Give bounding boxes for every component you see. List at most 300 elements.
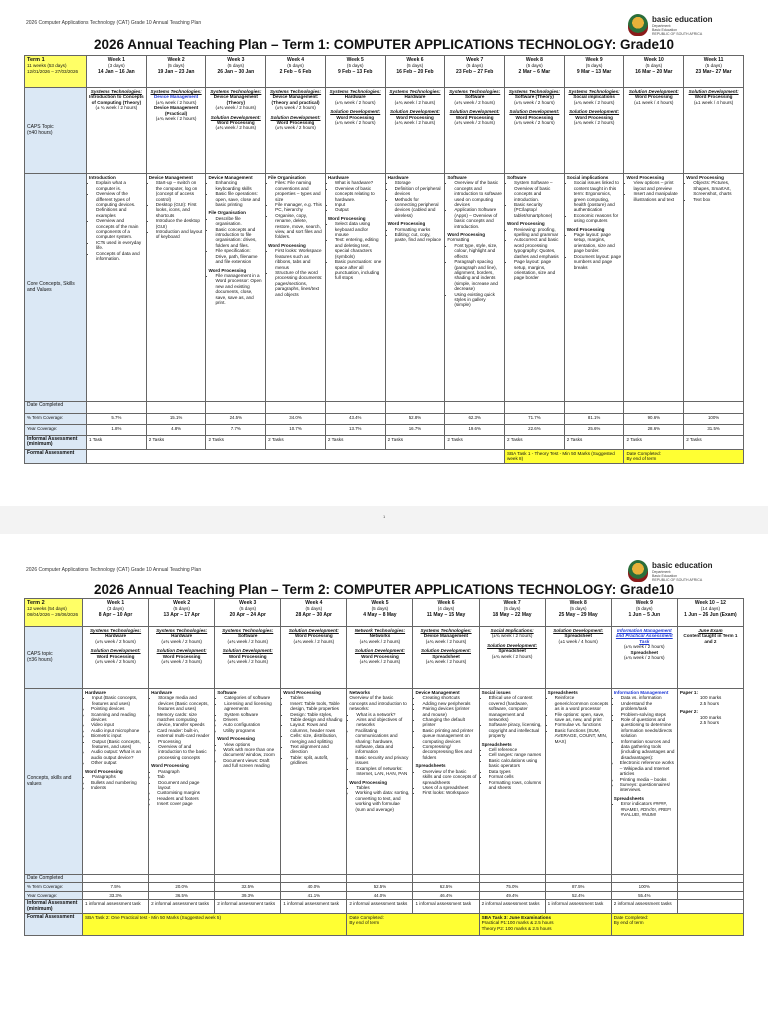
exam-p1: Practical P1:100 marks & 2.5 hours	[481, 920, 554, 926]
core-concepts-week-2	[146, 174, 206, 402]
list-item: ◦ Bullets and numbering	[91, 780, 146, 785]
week-dates: 18 May – 22 May	[492, 611, 532, 618]
bullet-list	[415, 769, 476, 796]
caps-hours-text: (±¾ week / 2 hours)	[275, 125, 316, 131]
core-heading: Spreadsheets	[613, 795, 644, 801]
coverage-week-3: 32.5%	[215, 883, 281, 891]
bullet-list	[507, 227, 562, 281]
bullet-list	[208, 273, 263, 305]
core-heading: Word Processing	[283, 690, 321, 695]
logo-line1: Department:	[652, 24, 672, 28]
coverage-week-1: 5.7%	[87, 414, 147, 425]
caps-topic: Software (Theory)	[514, 94, 554, 100]
list-item: ◦ Facilitating communications and sharing: hardware, software, data and information	[355, 728, 410, 755]
informal-label: Informal Assessment (minimum)	[25, 436, 87, 450]
informal-week-7: 2 Tasks	[445, 436, 505, 450]
bullet-list	[614, 695, 675, 760]
list-item: ◦ Pointing devices	[91, 706, 146, 711]
informal-week-10: 2 Tasks	[624, 436, 684, 450]
caps-topic: Word Processing	[276, 120, 315, 126]
bullet-list	[328, 221, 383, 280]
core-heading: Hardware	[327, 175, 349, 180]
core-line: 100 marks	[699, 714, 722, 720]
list-item: • Text box	[693, 197, 741, 202]
caps-strand: Systems Technologies:	[90, 89, 142, 94]
caps-hours-text: (±¾ week / 2 hours)	[155, 116, 197, 122]
sba-task1: SBA Task 1 - Theory Test - Min 50 Marks (Suggested week 8)	[505, 450, 624, 464]
caps-hours-text: (±¾ week / 2 hours)	[359, 638, 401, 644]
informal-week-2: 2 informal assessment tasks	[149, 900, 215, 914]
term2-year-row	[25, 891, 744, 899]
list-item: ◦ Scanning and reading devices	[91, 712, 146, 723]
list-item: • Autocorrect and basic word processing typography: Quotes, dashes and emphasis	[514, 237, 562, 259]
bullet-list	[89, 180, 144, 261]
year-label: Year Coverage:	[25, 891, 83, 899]
week-dates: 9 Mar – 13 Mar	[576, 68, 612, 75]
list-item: ◦ Printing media – books	[620, 777, 675, 782]
list-item: • First looks: Workspace	[422, 790, 476, 795]
list-item: • Start-up – switch on the computer, log on (concept of access control)	[156, 180, 204, 202]
core-heading: Paper 2:	[679, 709, 698, 715]
caps-strand: Solution Development:	[487, 642, 538, 648]
date-completed-cell	[325, 402, 385, 414]
term-dates: 08/04/2026 – 26/06/2026	[27, 611, 79, 617]
list-item: • Storage media and devices (Basic concepts, features and uses)	[158, 695, 212, 711]
core-concepts-week-7	[445, 174, 505, 402]
list-item: • Select data using keyboard and/or mouse	[335, 221, 383, 237]
list-item: • Adding new peripherals	[422, 701, 476, 706]
bullet-list	[415, 695, 476, 760]
list-item: • Structure of the word processing documents: pages/sections, paragraphs, lines/text and objects	[275, 270, 323, 297]
caps-hours-text: (±1 week / 4 hours)	[693, 99, 734, 105]
caps-hours-text: (±¾ week / 2 hours)	[95, 638, 136, 644]
year-label: Year Coverage:	[25, 425, 87, 436]
bullet-list	[567, 232, 622, 270]
week-dates: 1 Jun – 5 Jun	[628, 611, 661, 618]
caps-topic-week-9	[564, 88, 624, 174]
caps-topic: Word Processing	[216, 120, 255, 126]
list-item: • Introduction and layout of keyboard	[156, 229, 204, 240]
logo-line3: REPUBLIC OF SOUTH AFRICA	[652, 32, 703, 36]
coverage-week-2: 15.1%	[146, 414, 206, 425]
core-heading: Device Management	[148, 175, 193, 180]
list-item: • Overview of the basic skills and core concepts of spreadsheets	[422, 769, 476, 785]
week-dates: 8 Apr – 10 Apr	[98, 611, 133, 618]
term2-week-header-row	[25, 599, 744, 627]
date-completed-cell	[413, 875, 479, 883]
bullet-list	[686, 180, 741, 202]
sub-bullet-list	[85, 749, 146, 765]
list-item: ◦ Indents	[91, 785, 146, 790]
bullet-list	[328, 180, 383, 212]
core-heading: Word Processing	[327, 215, 366, 221]
core-heading: Spreadsheets	[415, 763, 446, 769]
formal-label: Formal Assessment	[25, 914, 83, 936]
bullet-list	[151, 780, 212, 791]
sub-bullet-list	[217, 717, 278, 733]
informal-week-9: 2 Tasks	[564, 436, 624, 450]
term1-plan-table	[24, 55, 744, 464]
core-concepts-week-8	[545, 689, 611, 875]
caps-strand: Systems Technologies:	[508, 89, 560, 94]
document-header-label: 2026 Computer Applications Technology (CAT) Grade 10 Annual Teaching Plan	[26, 567, 202, 573]
term1-informal-row	[25, 436, 744, 450]
core-heading: Information Management	[613, 690, 669, 695]
week-dates: 26 Jan – 30 Jan	[217, 68, 255, 75]
week-dates: 4 May – 8 May	[363, 611, 397, 618]
caps-hours-text: (±1 week / 4 hours)	[634, 99, 674, 105]
caps-strand: Systems Technologies:	[420, 628, 472, 633]
week-days: (5 days)	[287, 63, 304, 69]
list-item: • Processing	[158, 739, 212, 744]
week-days: (3 days)	[108, 63, 125, 69]
list-item: • Document and page layout	[158, 780, 212, 791]
list-item: • Output	[335, 207, 383, 212]
bullet-list	[208, 180, 263, 207]
list-item: • Paragraph	[158, 769, 212, 774]
caps-strand: Solution Development:	[90, 648, 141, 654]
bullet-list	[149, 180, 204, 239]
week-name: Week 11	[703, 57, 724, 63]
core-heading: Software	[507, 175, 527, 180]
year-week-11: 31.5%	[684, 425, 744, 436]
core-heading: Word Processing	[566, 226, 605, 232]
caps-hours-text: (±¾ week / 2 hours)	[334, 120, 376, 126]
list-item: • Page layout: page setup, margins, orientation, size and page border	[514, 259, 562, 281]
list-item: • Storage	[395, 180, 443, 185]
week-name: Week 8	[569, 600, 587, 606]
week-header-7	[445, 56, 505, 88]
week-days: (4 days)	[437, 606, 455, 612]
caps-hours-text: (±¾ week / 2 hours)	[624, 644, 665, 650]
caps-hours-text: (±¾ week / 2 hours)	[491, 633, 533, 639]
week-days: (14 days)	[700, 606, 720, 612]
core-concepts-week-8	[505, 174, 565, 402]
week-name: Week 4	[305, 600, 323, 606]
week-header-3	[206, 56, 266, 88]
list-item: • File options: open, save, save as, new, and print	[555, 712, 609, 723]
bullet-list	[151, 739, 212, 761]
week-days: (5 days)	[239, 606, 257, 612]
document-header-label: 2026 Computer Applications Technology (CAT) Grade 10 Annual Teaching Plan	[26, 20, 202, 26]
year-week-10: 28.6%	[624, 425, 684, 436]
caps-topic: Device Management: (Theory and practical)	[271, 94, 320, 105]
year-week-5: 44.0%	[347, 891, 413, 899]
week-days: (5 days)	[406, 63, 424, 69]
sub-bullet-list	[85, 780, 146, 791]
year-week-6: 16.7%	[385, 425, 445, 436]
date-completed-cell	[87, 402, 147, 414]
week-header-8	[545, 599, 611, 627]
date-completed-cell	[215, 875, 281, 883]
list-item: • Insert: Table tools, Table design, Table properties	[290, 701, 344, 712]
core-concepts-week-9	[611, 689, 677, 875]
date-completed-cell	[677, 875, 743, 883]
week-name: Week 8	[525, 57, 543, 63]
caps-topic-week-2	[146, 88, 206, 174]
core-heading: Word Processing	[387, 221, 426, 227]
logo-line2: Basic Education	[652, 28, 678, 32]
week-name: Week 2	[167, 57, 185, 63]
term-info: 12 weeks (54 days)	[27, 606, 67, 612]
core-line: 100 marks	[699, 695, 722, 701]
list-item: • Cell ranges: range names	[489, 752, 543, 757]
caps-topic: Word Processing	[162, 653, 201, 659]
bullet-list	[349, 766, 410, 777]
core-concepts-week-7	[479, 689, 545, 875]
list-item: • Files: File naming conventions and properties – types and size	[275, 180, 323, 202]
bullet-list	[85, 695, 146, 706]
week-header-2	[146, 56, 206, 88]
coverage-week-10: 90.6%	[624, 414, 684, 425]
list-item: • Desktop (GUI): First looks, icons, and shortcuts	[156, 202, 204, 218]
caps-topic-week-6	[413, 627, 479, 689]
caps-label: CAPS topic	[27, 651, 53, 658]
informal-week-11: 2 Tasks	[684, 436, 744, 450]
caps-hours-text: (± ¾ week / 2 hours)	[95, 105, 138, 111]
list-item: • Page layout: page setup, margins, orientation, size and page border.	[574, 232, 622, 254]
caps-topic-week-11	[684, 88, 744, 174]
term2-core-row	[25, 689, 744, 875]
week-name: Week 7	[466, 57, 484, 63]
list-item: ◦ Insert cover page	[157, 801, 212, 806]
bullet-list	[388, 180, 443, 218]
caps-hours-text: (±¾ week / 2 hours)	[514, 120, 555, 126]
caps-hours-text: (±¾ week / 2 hours)	[454, 120, 495, 126]
bullet-list	[283, 695, 344, 765]
term1-year-row	[25, 425, 744, 436]
date-completed-cell	[545, 875, 611, 883]
caps-topic: Spreadsheet	[630, 649, 659, 655]
term1-core-row	[25, 174, 744, 402]
week-days: (5 days)	[173, 606, 190, 612]
coverage-week-11: 100%	[684, 414, 744, 425]
caps-hours-text: (±¾ week / 2 hours)	[359, 659, 401, 665]
caps-hours-text: (±¾ week / 3 hours)	[161, 659, 202, 665]
term1-date-completed-row	[25, 402, 744, 414]
caps-strand: Solution Development:	[628, 89, 679, 94]
list-item: • Tables	[290, 695, 344, 700]
list-item: • Organise, copy, rename, delete, restore, move, search, view, and sort files and folders.	[275, 213, 323, 240]
informal-week-6: 2 Tasks	[385, 436, 445, 450]
week-name: Week 10	[643, 57, 664, 63]
caps-topic-week-3	[206, 88, 266, 174]
week-header-9	[564, 56, 624, 88]
caps-topic: Content taught in Term 1 and 2	[683, 633, 738, 644]
by-end-of-term-text: By end of term	[349, 920, 380, 926]
informal-week-10	[677, 900, 743, 914]
coverage-week-7: 75.0%	[479, 883, 545, 891]
week-dates: 23 Mar– 27 Mar	[695, 68, 732, 75]
date-completed-cell	[266, 402, 326, 414]
list-item: • Basic security (PC/laptop/ tablet/smartphone)	[514, 202, 562, 218]
caps-strand: Solution Development:	[330, 109, 381, 115]
coverage-week-4: 34.0%	[266, 414, 326, 425]
caps-strand: Solution Development:	[288, 628, 339, 633]
caps-hours-text: (±¾ week / 2 hours)	[425, 638, 467, 644]
core-concepts-week-3	[215, 689, 281, 875]
caps-topic: Device Management (Theory)	[213, 94, 258, 105]
term2-title: 2026 Annual Teaching Plan – Term 2: COMPUTER APPLICATIONS TECHNOLOGY: Grade10	[93, 582, 675, 597]
caps-topic: Networks	[369, 633, 391, 639]
list-item: • File management in a Word processor: Open new and existing documents, close, save, save as, and print.	[215, 273, 263, 305]
week-days: (5 days)	[371, 606, 389, 612]
week-days: (5 days)	[305, 606, 323, 612]
list-item: ◦ Memory cards: size matches computing device, transfer speeds	[157, 712, 212, 728]
list-item: • Basic functions (SUM, AVERAGE, COUNT, MIN, MAX)	[555, 728, 609, 744]
coverage-week-2: 20.0%	[149, 883, 215, 891]
caps-strand: Solution Development:	[354, 648, 405, 654]
list-item: • Reviewing: proofing, spelling and grammar	[514, 227, 562, 238]
caps-strand: Solution Development:	[421, 648, 472, 654]
list-item: ◦ Drivers	[223, 717, 278, 722]
week-header-5	[347, 599, 413, 627]
bullet-list	[482, 695, 543, 738]
list-item: • Overview of and introduction to the basic processing concepts	[158, 744, 212, 760]
list-item: • Basic concepts and introduction to file organisation: drives, folders and files.	[215, 227, 263, 249]
bullet-list	[548, 695, 609, 744]
core-concepts-week-4	[266, 174, 326, 402]
list-item: ◦ Audio output: What is an audio output device?	[91, 749, 146, 760]
caps-topic: Word Processing	[361, 653, 399, 659]
list-item: • Software piracy, licensing, copyright and intellectual property	[489, 722, 543, 738]
core-heading: Word Processing	[507, 221, 545, 227]
list-item: • Output (Basic concepts, features, and uses)	[92, 739, 146, 750]
list-item: • Formatting rows, columns and sheets	[489, 780, 543, 791]
list-item: • Editing: cut, copy, paste, find and replace	[395, 232, 443, 243]
week-name: Week 5	[346, 57, 364, 63]
core-heading: Social issues	[481, 690, 511, 695]
caps-hours-text: (±¾ week / 2 hours)	[161, 638, 202, 644]
caps-strand: Social Implications:	[490, 628, 534, 633]
week-name: Week 3	[227, 57, 245, 63]
week-header-2	[149, 599, 215, 627]
informal-week-5: 2 informal assessment tasks	[347, 900, 413, 914]
caps-topic: Spreadsheet	[564, 633, 592, 639]
sba-task2-date	[347, 914, 479, 936]
caps-topic-week-1	[87, 88, 147, 174]
logo-line1: Department:	[652, 570, 672, 574]
list-item: ◦ Card reader: built-in, external multi-card reader	[157, 728, 212, 739]
list-item: • Aims and objectives of networks	[356, 717, 410, 728]
core-concepts-week-11	[684, 174, 744, 402]
by-end-of-term-text: By end of term	[626, 456, 657, 462]
list-item: • Format cells	[489, 774, 543, 779]
informal-week-6: 1 informal assessment task	[413, 900, 479, 914]
caps-strand: June Exam	[698, 628, 723, 633]
caps-strand: Systems Technologies:	[449, 89, 501, 94]
caps-topic: Word Processing	[694, 94, 733, 100]
date-completed-cell	[445, 402, 505, 414]
week-header-6	[413, 599, 479, 627]
week-header-1	[83, 599, 149, 627]
coverage-week-9: 100%	[611, 883, 677, 891]
caps-hours-text: (±¾ week / 2 hours)	[514, 99, 555, 105]
date-completed-cell	[149, 875, 215, 883]
list-item: ◦ Working with data: sorting, converting to text, and working with formulae (sum and average)	[355, 790, 410, 812]
week-dates: 19 Jan – 23 Jan	[157, 68, 195, 75]
caps-hours-text: (±1 week / 4 hours)	[558, 638, 598, 644]
year-week-7: 49.4%	[479, 891, 545, 899]
coverage-week-5: 43.4%	[325, 414, 385, 425]
coverage-week-6: 62.5%	[413, 883, 479, 891]
caps-strand: Systems Technologies:	[150, 89, 202, 94]
coverage-week-10	[677, 883, 743, 891]
week-name: Week 6	[406, 57, 424, 63]
list-item: • First looks: Workspace features such as ribbons, tabs and menus	[275, 248, 323, 270]
coverage-week-6: 52.8%	[385, 414, 445, 425]
list-item: ◦ Audio input microphone	[91, 728, 146, 733]
caps-topic: Device Management	[153, 94, 199, 100]
list-item: • Formatting marks	[395, 227, 443, 232]
list-item: • Paragraph spacing (paragraph and line), alignment, borders, shading and indents (simple, increase and decrease)	[454, 259, 502, 291]
list-item: ◦ Headers and footers	[157, 796, 212, 801]
caps-hours-text: (±¾ week / 2 hours)	[215, 105, 257, 111]
week-header-10	[624, 56, 684, 88]
caps-hours-text: (±¾ week / 2 hours)	[454, 99, 495, 105]
caps-hours: (±40 hours)	[27, 129, 53, 136]
core-label-cell: Core Concepts, Skills and Values	[25, 174, 87, 402]
list-item: • Layout: Rows and columns, header rows	[290, 722, 344, 733]
week-days: (5 days)	[526, 63, 543, 69]
list-item: • Cells: size, distribution, merging and splitting	[290, 733, 344, 744]
date-completed-text: Date Completed:	[613, 915, 649, 921]
week-dates: 11 May – 15 May	[426, 611, 466, 618]
year-week-9: 55.4%	[611, 891, 677, 899]
list-item: ◦ Video input	[91, 722, 146, 727]
date-completed-cell	[347, 875, 413, 883]
caps-hours: (±36 hours)	[27, 656, 53, 663]
term2-caps-row	[25, 627, 744, 689]
caps-hours-text: (±¾ week / 2 hours)	[227, 638, 269, 644]
caps-topic: Word Processing	[634, 94, 673, 100]
caps-topic-week-2	[149, 627, 215, 689]
coverage-label: % Term Coverage:	[25, 883, 83, 891]
bullet-list	[567, 180, 622, 223]
caps-hours-text: (±¾ week / 2 hours)	[573, 99, 615, 105]
core-concepts-week-10	[624, 174, 684, 402]
core-line: 2.5 hours	[699, 720, 719, 726]
bullet-list	[507, 180, 562, 218]
week-name: Week 2	[173, 600, 191, 606]
coverage-week-9: 81.1%	[564, 414, 624, 425]
list-item: • Data types	[489, 769, 543, 774]
week-header-1	[87, 56, 147, 88]
caps-topic-week-1	[83, 627, 149, 689]
list-item: • Creating shortcuts	[422, 695, 476, 700]
core-concepts-week-4	[281, 689, 347, 875]
term1-formal-row	[25, 450, 744, 464]
informal-week-7: 2 informal assessment tasks	[479, 900, 545, 914]
list-item: • Input (Basic concepts, features and uses)	[92, 695, 146, 706]
core-heading: Word Processing	[85, 768, 123, 774]
year-week-10	[677, 891, 743, 899]
coat-of-arms-icon	[628, 560, 648, 582]
week-name: Week 4	[286, 57, 305, 63]
caps-strand: Solution Development:	[553, 628, 604, 633]
list-item: • System software	[224, 712, 278, 717]
caps-strand: Solution Development:	[222, 648, 273, 654]
week-days: (5 days)	[346, 63, 364, 69]
week-dates: 20 Apr – 24 Apr	[229, 611, 266, 618]
caps-strand: Network Technologies:	[354, 628, 406, 633]
term1-coverage-row	[25, 414, 744, 425]
date-completed-cell	[684, 402, 744, 414]
list-item: • Information sources and data gathering tools (including advantages and disadvantages):	[621, 739, 675, 761]
caps-strand: Systems Technologies:	[156, 628, 208, 633]
caps-hours-text: (±¾ week / 2 hours)	[425, 659, 467, 665]
sba-task1-date	[624, 450, 744, 464]
